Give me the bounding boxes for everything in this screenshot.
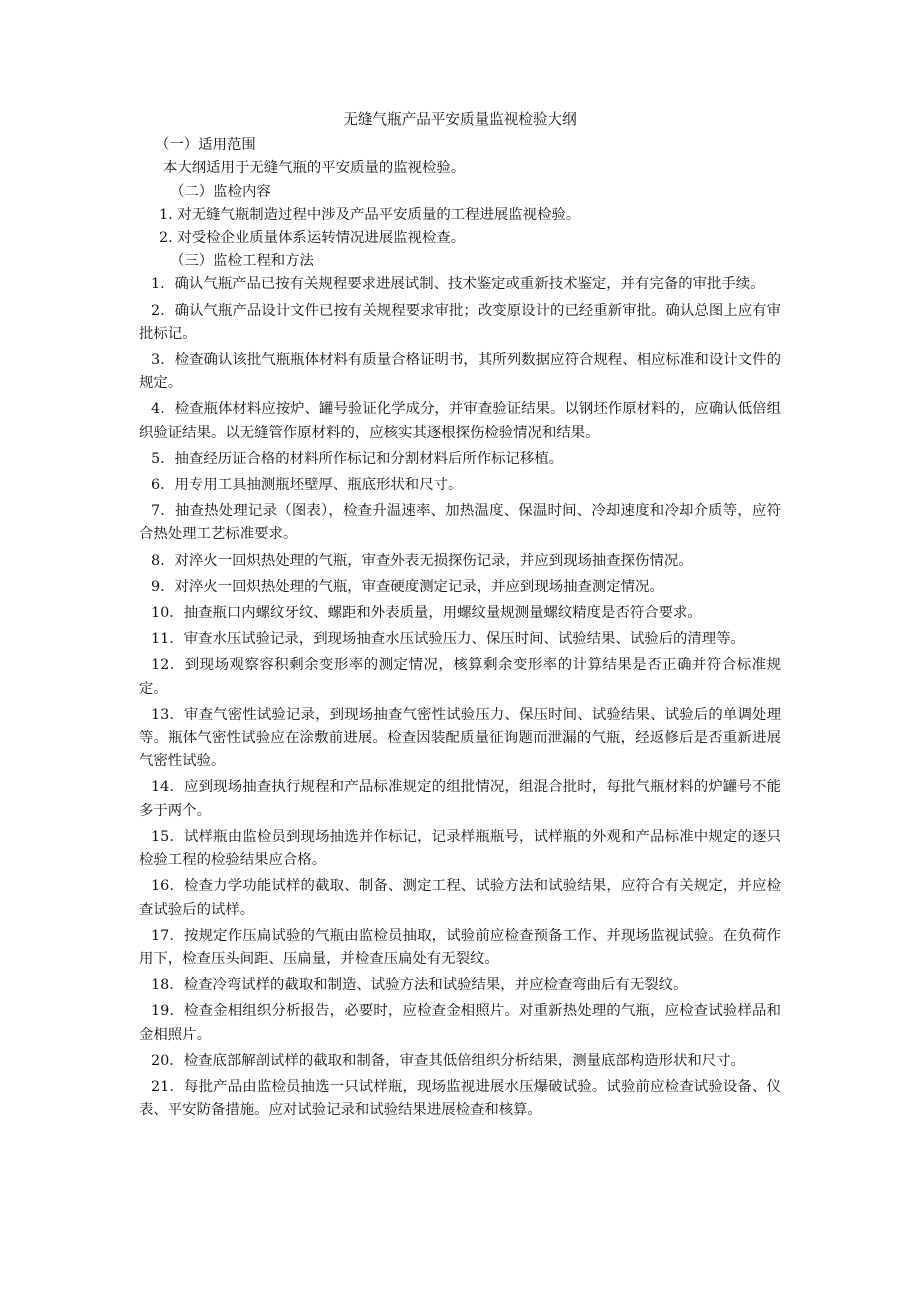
method-item: 20．检查底部解剖试样的截取和制备，审查其低倍组织分析结果，测量底部构造形状和尺寸。 [151, 1052, 745, 1069]
content-item: 2. 对受检企业质量体系运转情况进展监视检查。 [159, 230, 466, 247]
method-item: 13．审查气密性试验记录，到现场抽查气密性试验压力、保压时间、试验结果、试验后的单调处理等。瓶体气密性试验应在涂敷前进展。检查因装配质量征询题而泄漏的气瓶，经返修后是否重新进展气密性试验。 [139, 706, 781, 770]
method-item: 16．检查力学功能试样的截取、制备、测定工程、试验方法和试验结果，应符合有关规定，并应检查试验后的试样。 [139, 878, 781, 918]
method-item: 17．按规定作压扁试验的气瓶由监检员抽取，试验前应检查预备工作、并现场监视试验。在负荷作用下，检查压头间距、压扁量，并检查压扁处有无裂纹。 [139, 927, 781, 967]
method-item: 2．确认气瓶产品设计文件已按有关规程要求审批；改变原设计的已经重新审批。确认总图上应有审批标记。 [139, 302, 781, 342]
method-item: 15．试样瓶由监检员到现场抽选并作标记，记录样瓶瓶号，试样瓶的外观和产品标准中规定的逐只检验工程的检验结果应合格。 [139, 828, 781, 869]
method-item: 9．对淬火一回炽热处理的气瓶，审查硬度测定记录，并应到现场抽查测定情况。 [151, 578, 664, 595]
section-heading-methods: （三）监检工程和方法 [170, 253, 314, 270]
method-item: 1．确认气瓶产品已按有关规程要求进展试制、技术鉴定或重新技术鉴定，并有完备的审批手续。 [151, 276, 765, 293]
method-item: 7．抽查热处理记录（图表），检查升温速率、加热温度、保温时间、冷却速度和冷却介质等，应符合热处理工艺标准要求。 [139, 503, 781, 543]
method-item: 12．到现场观察容积剩余变形率的测定情况，核算剩余变形率的计算结果是否正确并符合标准规定。 [139, 657, 781, 697]
method-item: 4．检查瓶体材料应按炉、罐号验证化学成分，并审查验证结果。以钢坯作原材料的，应确认低倍组织验证结果。以无缝管作原材料的，应核实其逐根探伤检验情况和结果。 [139, 401, 781, 441]
document-title: 无缝气瓶产品平安质量监视检验大纲 [343, 111, 577, 128]
document-page [139, 108, 781, 1125]
method-item: 18．检查冷弯试样的截取和制造、试验方法和试验结果，并应检查弯曲后有无裂纹。 [151, 977, 688, 994]
method-item: 10．抽查瓶口内螺纹牙纹、螺距和外表质量，用螺纹量规测量螺纹精度是否符合要求。 [151, 605, 702, 622]
method-item: 5．抽查经历证合格的材料所作标记和分割材料后所作标记移植。 [151, 450, 564, 467]
content-item: 1. 对无缝气瓶制造过程中涉及产品平安质量的工程进展监视检验。 [159, 206, 581, 223]
method-item: 19．检查金相组织分析报告，必要时，应检查金相照片。对重新热处理的气瓶，应检查试验样品和金相照片。 [139, 1003, 781, 1043]
section-heading-content: （二）监检内容 [170, 183, 271, 200]
methods-list [139, 273, 781, 1122]
method-item: 3．检查确认该批气瓶瓶体材料有质量合格证明书，其所列数据应符合规程、相应标准和设计文件的规定。 [139, 352, 781, 392]
method-item: 14．应到现场抽查执行规程和产品标准规定的组批情况，组混合批时，每批气瓶材料的炉罐号不能多于两个。 [139, 779, 781, 819]
section-heading-scope: （一）适用范围 [155, 137, 256, 154]
method-item: 21．每批产品由监检员抽选一只试样瓶，现场监视进展水压爆破试验。试验前应检查试验设备、仪表、平安防备措施。应对试验记录和试验结果进展检查和核算。 [139, 1078, 781, 1119]
method-item: 11．审查水压试验记录，到现场抽查水压试验压力、保压时间、试验结果、试验后的清理等。 [151, 631, 745, 648]
scope-text: 本大纲适用于无缝气瓶的平安质量的监视检验。 [163, 160, 466, 177]
method-item: 6．用专用工具抽测瓶坯壁厚、瓶底形状和尺寸。 [151, 477, 463, 494]
method-item: 8．对淬火一回炽热处理的气瓶，审查外表无损探伤记录，并应到现场抽查探伤情况。 [151, 552, 693, 569]
